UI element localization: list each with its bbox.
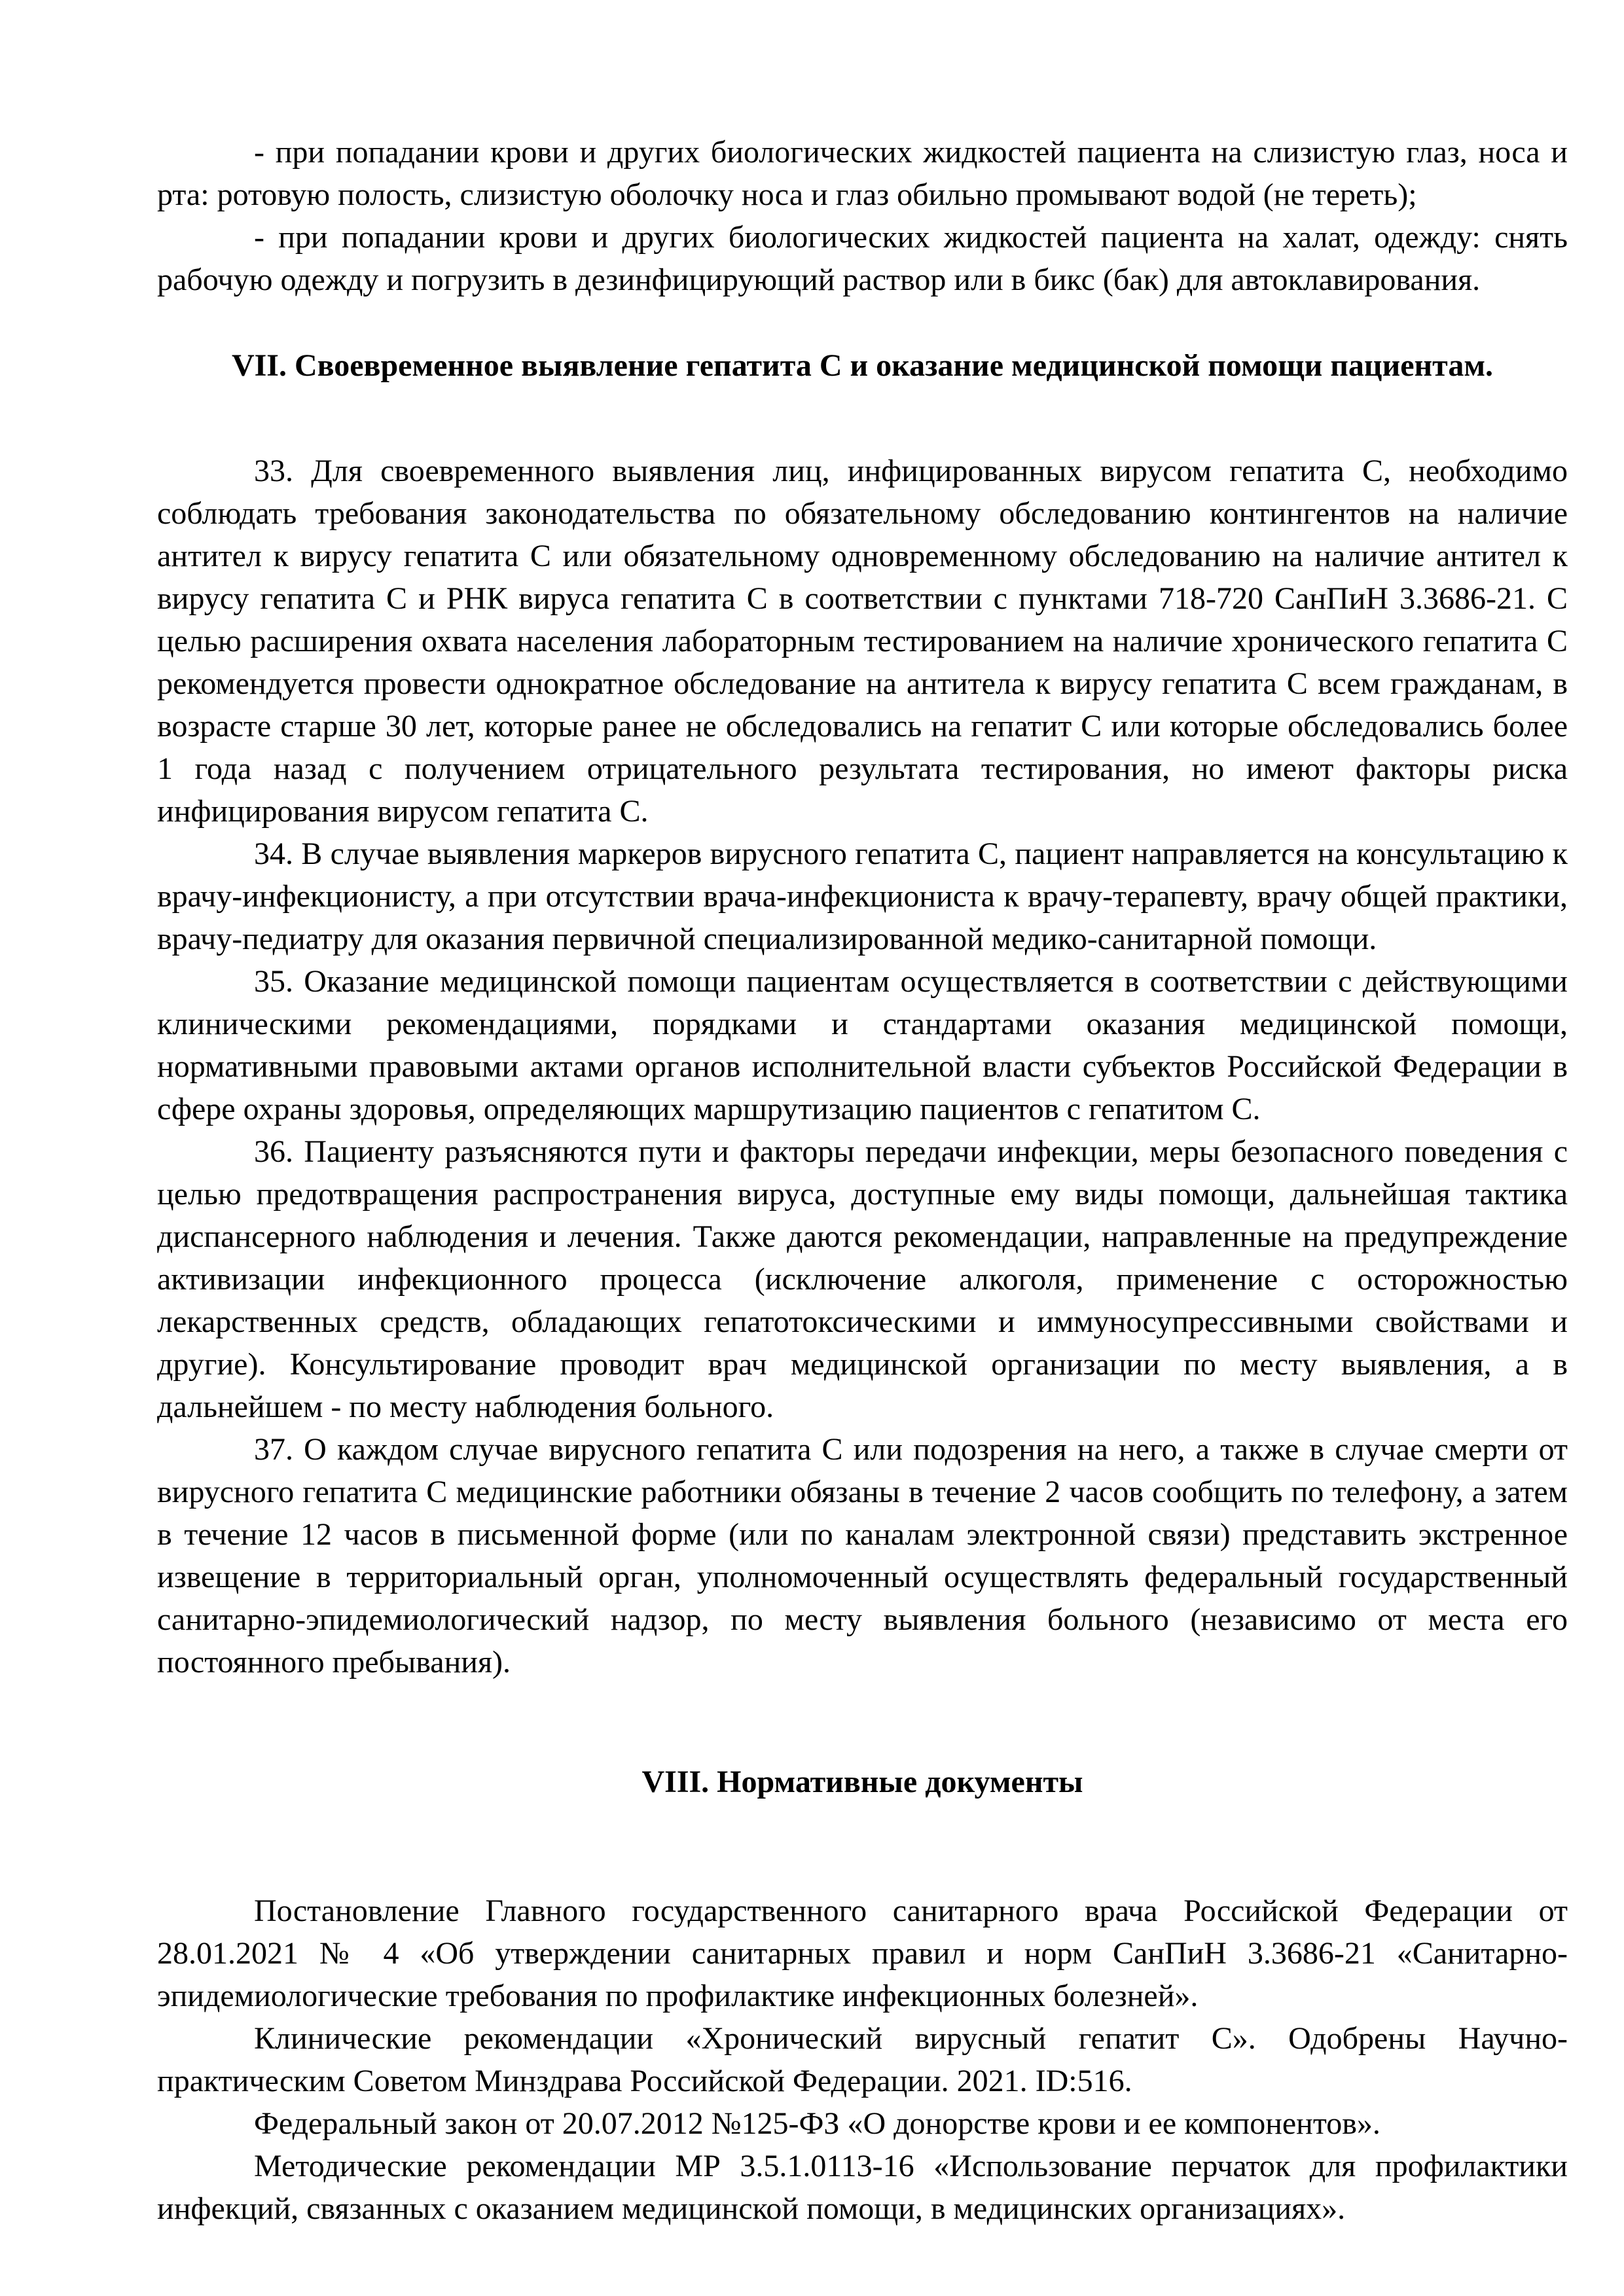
paragraph-reference-sanpin-resolution: Постановление Главного государственного санитарного врача Российской Федерации от 28.01.2021 № 4 «Об утверждении санитарных правил и норм СанПиН 3.3686-21 «Санитарно-эпидемиологические требования по профилактике инфекционных болезней». <box>157 1893 1568 2013</box>
paragraph-blood-splash-mucosa: - при попадании крови и других биологических жидкостей пациента на слизистую глаз, носа и рта: ротовую полость, слизистую оболочку носа и глаз обильно промывают водой (не тереть); <box>157 135 1568 212</box>
paragraph-reference-federal-law-125: Федеральный закон от 20.07.2012 №125-ФЗ «О донорстве крови и ее компонентов». <box>254 2106 1380 2141</box>
paragraph-blood-splash-clothing: - при попадании крови и других биологических жидкостей пациента на халат, одежду: снять рабочую одежду и погрузить в дезинфицирующий раствор или в бикс (бак) для автоклавирования. <box>157 220 1568 297</box>
paragraph-item-33: 33. Для своевременного выявления лиц, инфицированных вирусом гепатита С, необходимо соблюдать требования законодательства по обязательному обследованию контингентов на наличие антител к вирусу гепатита С или обязательному одновременному обследованию на наличие антител к вирусу гепатита С и РНК вируса гепатита С в соответствии с пунктами 718-720 СанПиН 3.3686-21. С целью расширения охвата населения лабораторным тестированием на наличие хронического гепатита С рекомендуется провести однократное обследование на антитела к вирусу гепатита С всем гражданам, в возрасте старше 30 лет, которые ранее не обследовались на гепатит С или которые обследовались более 1 года назад с получением отрицательного результата тестирования, но имеют факторы риска инфицирования вирусом гепатита С. <box>157 454 1568 829</box>
section-heading-vii: VII. Своевременное выявление гепатита С и оказание медицинской помощи пациентам. <box>231 348 1494 383</box>
paragraph-reference-clinical-recommendations: Клинические рекомендации «Хронический вирусный гепатит С». Одобрены Научно-практическим Советом Минздрава Российской Федерации. 2021. ID:516. <box>157 2021 1568 2098</box>
paragraph-item-37: 37. О каждом случае вирусного гепатита С или подозрения на него, а также в случае смерти от вирусного гепатита С медицинские работники обязаны в течение 2 часов сообщить по телефону, а затем в течение 12 часов в письменной форме (или по каналам электронной связи) представить экстренное извещение в территориальный орган, уполномоченный осуществлять федеральный государственный санитарно-эпидемиологический надзор, по месту выявления больного (независимо от места его постоянного пребывания). <box>157 1432 1568 1679</box>
paragraph-item-34: 34. В случае выявления маркеров вирусного гепатита С, пациент направляется на консультацию к врачу-инфекционисту, а при отсутствии врача-инфекциониста к врачу-терапевту, врачу общей практики, врачу-педиатру для оказания первичной специализированной медико-санитарной помощи. <box>157 836 1568 956</box>
paragraph-reference-mr-gloves: Методические рекомендации МР 3.5.1.0113-16 «Использование перчаток для профилактики инфекций, связанных с оказанием медицинской помощи, в медицинских организациях». <box>157 2149 1568 2226</box>
section-heading-viii: VIII. Нормативные документы <box>641 1765 1083 1799</box>
paragraph-item-35: 35. Оказание медицинской помощи пациентам осуществляется в соответствии с действующими клиническими рекомендациями, порядками и стандартами оказания медицинской помощи, нормативными правовыми актами органов исполнительной власти субъектов Российской Федерации в сфере охраны здоровья, определяющих маршрутизацию пациентов с гепатитом С. <box>157 964 1568 1126</box>
paragraph-item-36: 36. Пациенту разъясняются пути и факторы передачи инфекции, меры безопасного поведения с целью предотвращения распространения вируса, доступные ему виды помощи, дальнейшая тактика диспансерного наблюдения и лечения. Также даются рекомендации, направленные на предупреждение активизации инфекционного процесса (исключение алкоголя, применение с осторожностью лекарственных средств, обладающих гепатотоксическими и иммуносупрессивными свойствами и другие). Консультирование проводит врач медицинской организации по месту выявления, а в дальнейшем - по месту наблюдения больного. <box>157 1134 1568 1424</box>
